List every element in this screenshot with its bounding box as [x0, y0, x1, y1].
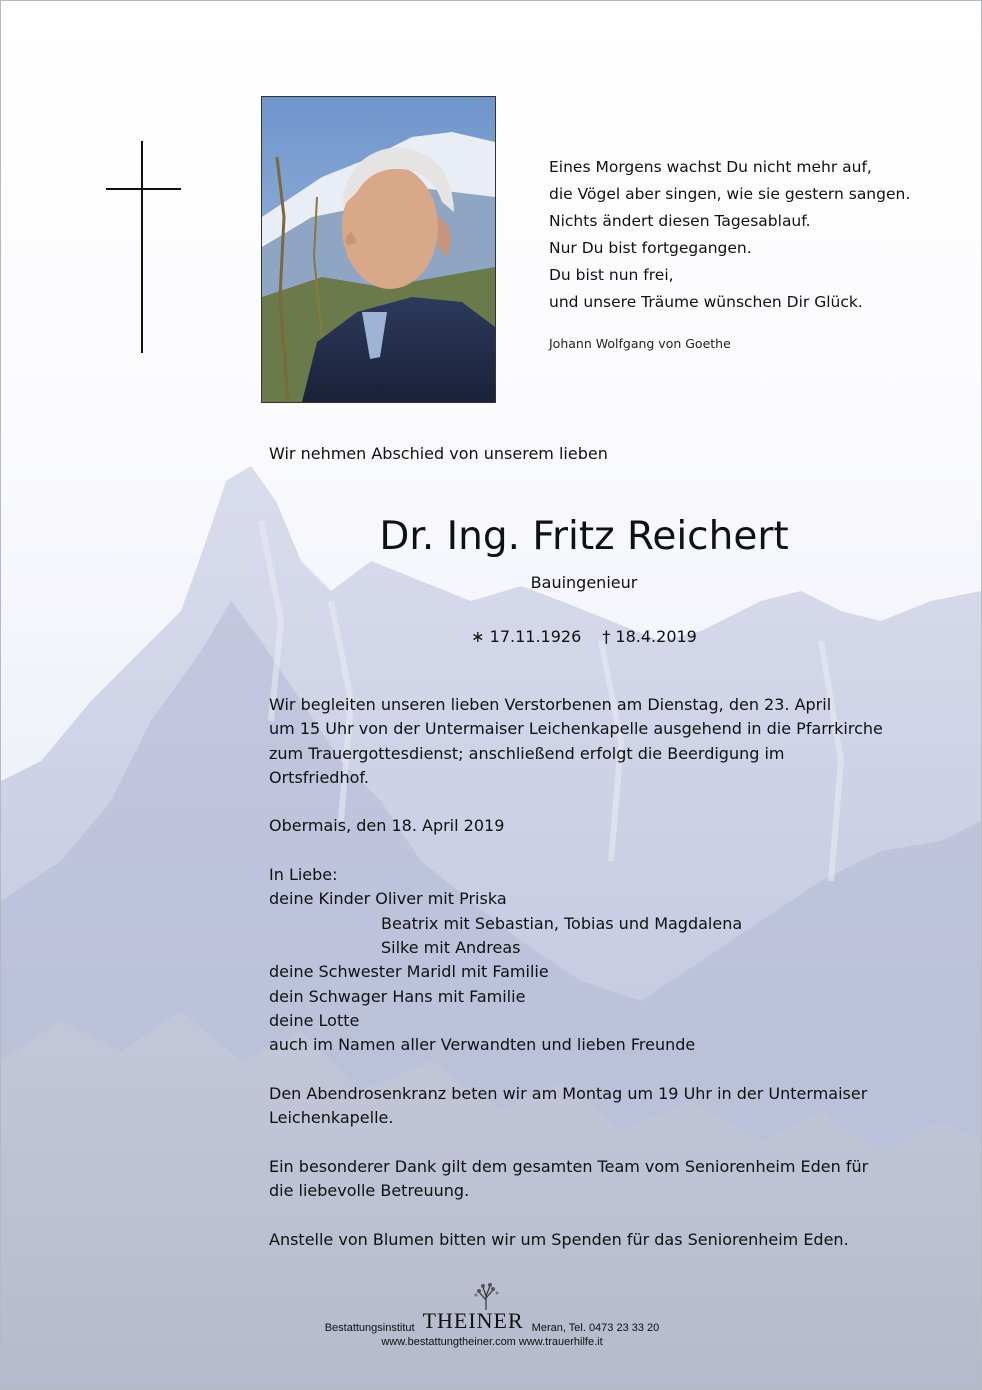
- mourners-heading: In Liebe:: [269, 865, 338, 885]
- funeral-home-logo: [423, 1308, 524, 1334]
- mourner-line: deine Kinder Oliver mit Priska: [269, 889, 507, 909]
- poem: [549, 154, 949, 316]
- poem-line: und unsere Träume wünschen Dir Glück.: [549, 293, 863, 311]
- portrait-photo: [261, 96, 496, 403]
- announcement-body: [269, 693, 909, 1252]
- poem-line: Nur Du bist fortgegangen.: [549, 239, 752, 257]
- deceased-name: Dr. Ing. Fritz Reichert: [379, 514, 789, 559]
- rosary-line: Leichenkapelle.: [269, 1108, 394, 1128]
- brand-name: THEINER: [422, 1308, 524, 1333]
- deceased-profession: Bauingenieur: [530, 573, 638, 592]
- life-dates: [1, 627, 982, 646]
- mourner-line: deine Lotte: [269, 1010, 360, 1030]
- footer-contact: Meran, Tel. 0473 23 33 20: [531, 1322, 660, 1334]
- poem-author: Johann Wolfgang von Goethe: [549, 336, 731, 351]
- service-line: um 15 Uhr von der Untermaiser Leichenkapelle ausgehend in die Pfarrkirche: [269, 719, 883, 739]
- thanks-line: Ein besonderer Dank gilt dem gesamten Team vom Seniorenheim Eden für: [269, 1156, 869, 1176]
- donation-line: Anstelle von Blumen bitten wir um Spenden für das Seniorenheim Eden.: [269, 1229, 849, 1249]
- intro-text: Wir nehmen Abschied von unserem lieben: [269, 444, 608, 463]
- birth-date: ∗ 17.11.1926: [471, 627, 582, 646]
- poem-line: Eines Morgens wachst Du nicht mehr auf,: [549, 158, 872, 176]
- poem-line: Nichts ändert diesen Tagesablauf.: [549, 212, 811, 230]
- service-line: zum Trauergottesdienst; anschließend erfolgt die Beerdigung im: [269, 743, 785, 763]
- thanks-line: die liebevolle Betreuung.: [269, 1180, 470, 1200]
- service-line: Wir begleiten unseren lieben Verstorbenen am Dienstag, den 23. April: [269, 695, 832, 714]
- tree-icon: [469, 1282, 503, 1310]
- death-date: † 18.4.2019: [602, 627, 697, 646]
- mourner-line: Silke mit Andreas: [381, 937, 521, 957]
- mourner-line: deine Schwester Maridl mit Familie: [269, 962, 549, 982]
- mourner-line: Beatrix mit Sebastian, Tobias und Magdalena: [381, 913, 743, 933]
- mourner-line: dein Schwager Hans mit Familie: [269, 986, 526, 1006]
- service-line: Ortsfriedhof.: [269, 767, 369, 787]
- poem-line: Du bist nun frei,: [549, 266, 674, 284]
- footer-websites: www.bestattungtheiner.com www.trauerhilfe.it: [381, 1336, 603, 1348]
- place-date: Obermais, den 18. April 2019: [269, 816, 505, 836]
- footer-prefix: Bestattungsinstitut: [324, 1322, 415, 1334]
- cross-icon: [106, 141, 181, 353]
- poem-line: die Vögel aber singen, wie sie gestern sangen.: [549, 185, 911, 203]
- mourner-line: auch im Namen aller Verwandten und lieben Freunde: [269, 1035, 696, 1055]
- funeral-home-footer: [1, 1308, 982, 1348]
- rosary-line: Den Abendrosenkranz beten wir am Montag um 19 Uhr in der Untermaiser: [269, 1083, 868, 1103]
